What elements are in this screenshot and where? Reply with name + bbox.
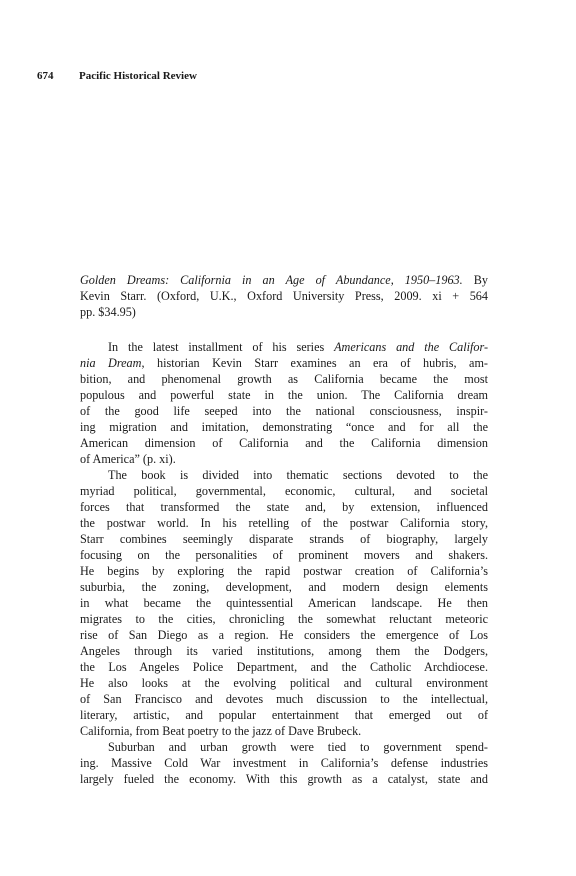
body-line: ing. Massive Cold War investment in California’s defense industries [80, 756, 488, 770]
body-text: In the latest installment of his series [108, 340, 335, 354]
body-line: Starr combines seemingly disparate strands of biography, largely [80, 532, 488, 546]
body-line: largely fueled the economy. With this growth as a catalyst, state and [80, 772, 488, 786]
body-line: Suburban and urban growth were tied to government spend- [108, 740, 488, 754]
page-number: 674 [37, 70, 54, 82]
body-line: The book is divided into thematic sections devoted to the [108, 468, 488, 482]
citation-author-prefix: By [462, 273, 488, 287]
body-line: suburbia, the zoning, development, and modern design elements [80, 580, 488, 594]
journal-title: Pacific Historical Review [79, 70, 197, 82]
body-line: bition, and phenomenal growth as California became the most [80, 372, 488, 386]
citation-line [80, 272, 488, 288]
body-line: of America” (p. xi). [80, 452, 176, 466]
body-line: focusing on the personalities of prominent movers and shakers. [80, 548, 488, 562]
body-line: the Los Angeles Police Department, and the Catholic Archdiocese. [80, 660, 488, 674]
citation-line: Kevin Starr. (Oxford, U.K., Oxford University Press, 2009. xi + 564 [80, 289, 488, 303]
body-line: migrates to the cities, chronicling the somewhat reluctant meteoric [80, 612, 488, 626]
body-line: rise of San Diego as a region. He considers the emergence of Los [80, 628, 488, 642]
citation-line: pp. $34.95) [80, 305, 136, 319]
body-line: California, from Beat poetry to the jazz of Dave Brubeck. [80, 724, 362, 738]
body-line: the postwar world. In his retelling of the postwar California story, [80, 516, 488, 530]
body-line: of the good life seeped into the national consciousness, inspir- [80, 404, 488, 418]
body-line: myriad political, governmental, economic, cultural, and societal [80, 484, 488, 498]
body-line: populous and powerful state in the union. The California dream [80, 388, 488, 402]
body-line: of San Francisco and devotes much discussion to the intellectual, [80, 692, 488, 706]
review-body [80, 339, 488, 787]
series-title: Americans and the Califor- [334, 340, 488, 354]
series-title: nia Dream [80, 356, 142, 370]
body-line [80, 355, 488, 371]
body-line: ing migration and imitation, demonstrating “once and for all the [80, 420, 488, 434]
running-head [37, 70, 197, 84]
body-line: He begins by exploring the rapid postwar creation of California’s [80, 564, 488, 578]
body-line: American dimension of California and the California dimension [80, 436, 488, 450]
body-line: He also looks at the evolving political and cultural environment [80, 676, 488, 690]
body-line: Angeles through its varied institutions, among them the Dodgers, [80, 644, 488, 658]
body-line: forces that transformed the state and, by extension, influenced [80, 500, 488, 514]
body-line [80, 339, 488, 355]
book-title: Golden Dreams: California in an Age of Abundance, 1950–1963. [80, 273, 463, 287]
body-text: , historian Kevin Starr examines an era of hubris, am- [141, 356, 488, 370]
book-citation [80, 272, 488, 320]
body-line: in what became the quintessential American landscape. He then [80, 596, 488, 610]
body-line: literary, artistic, and popular entertainment that emerged out of [80, 708, 488, 722]
